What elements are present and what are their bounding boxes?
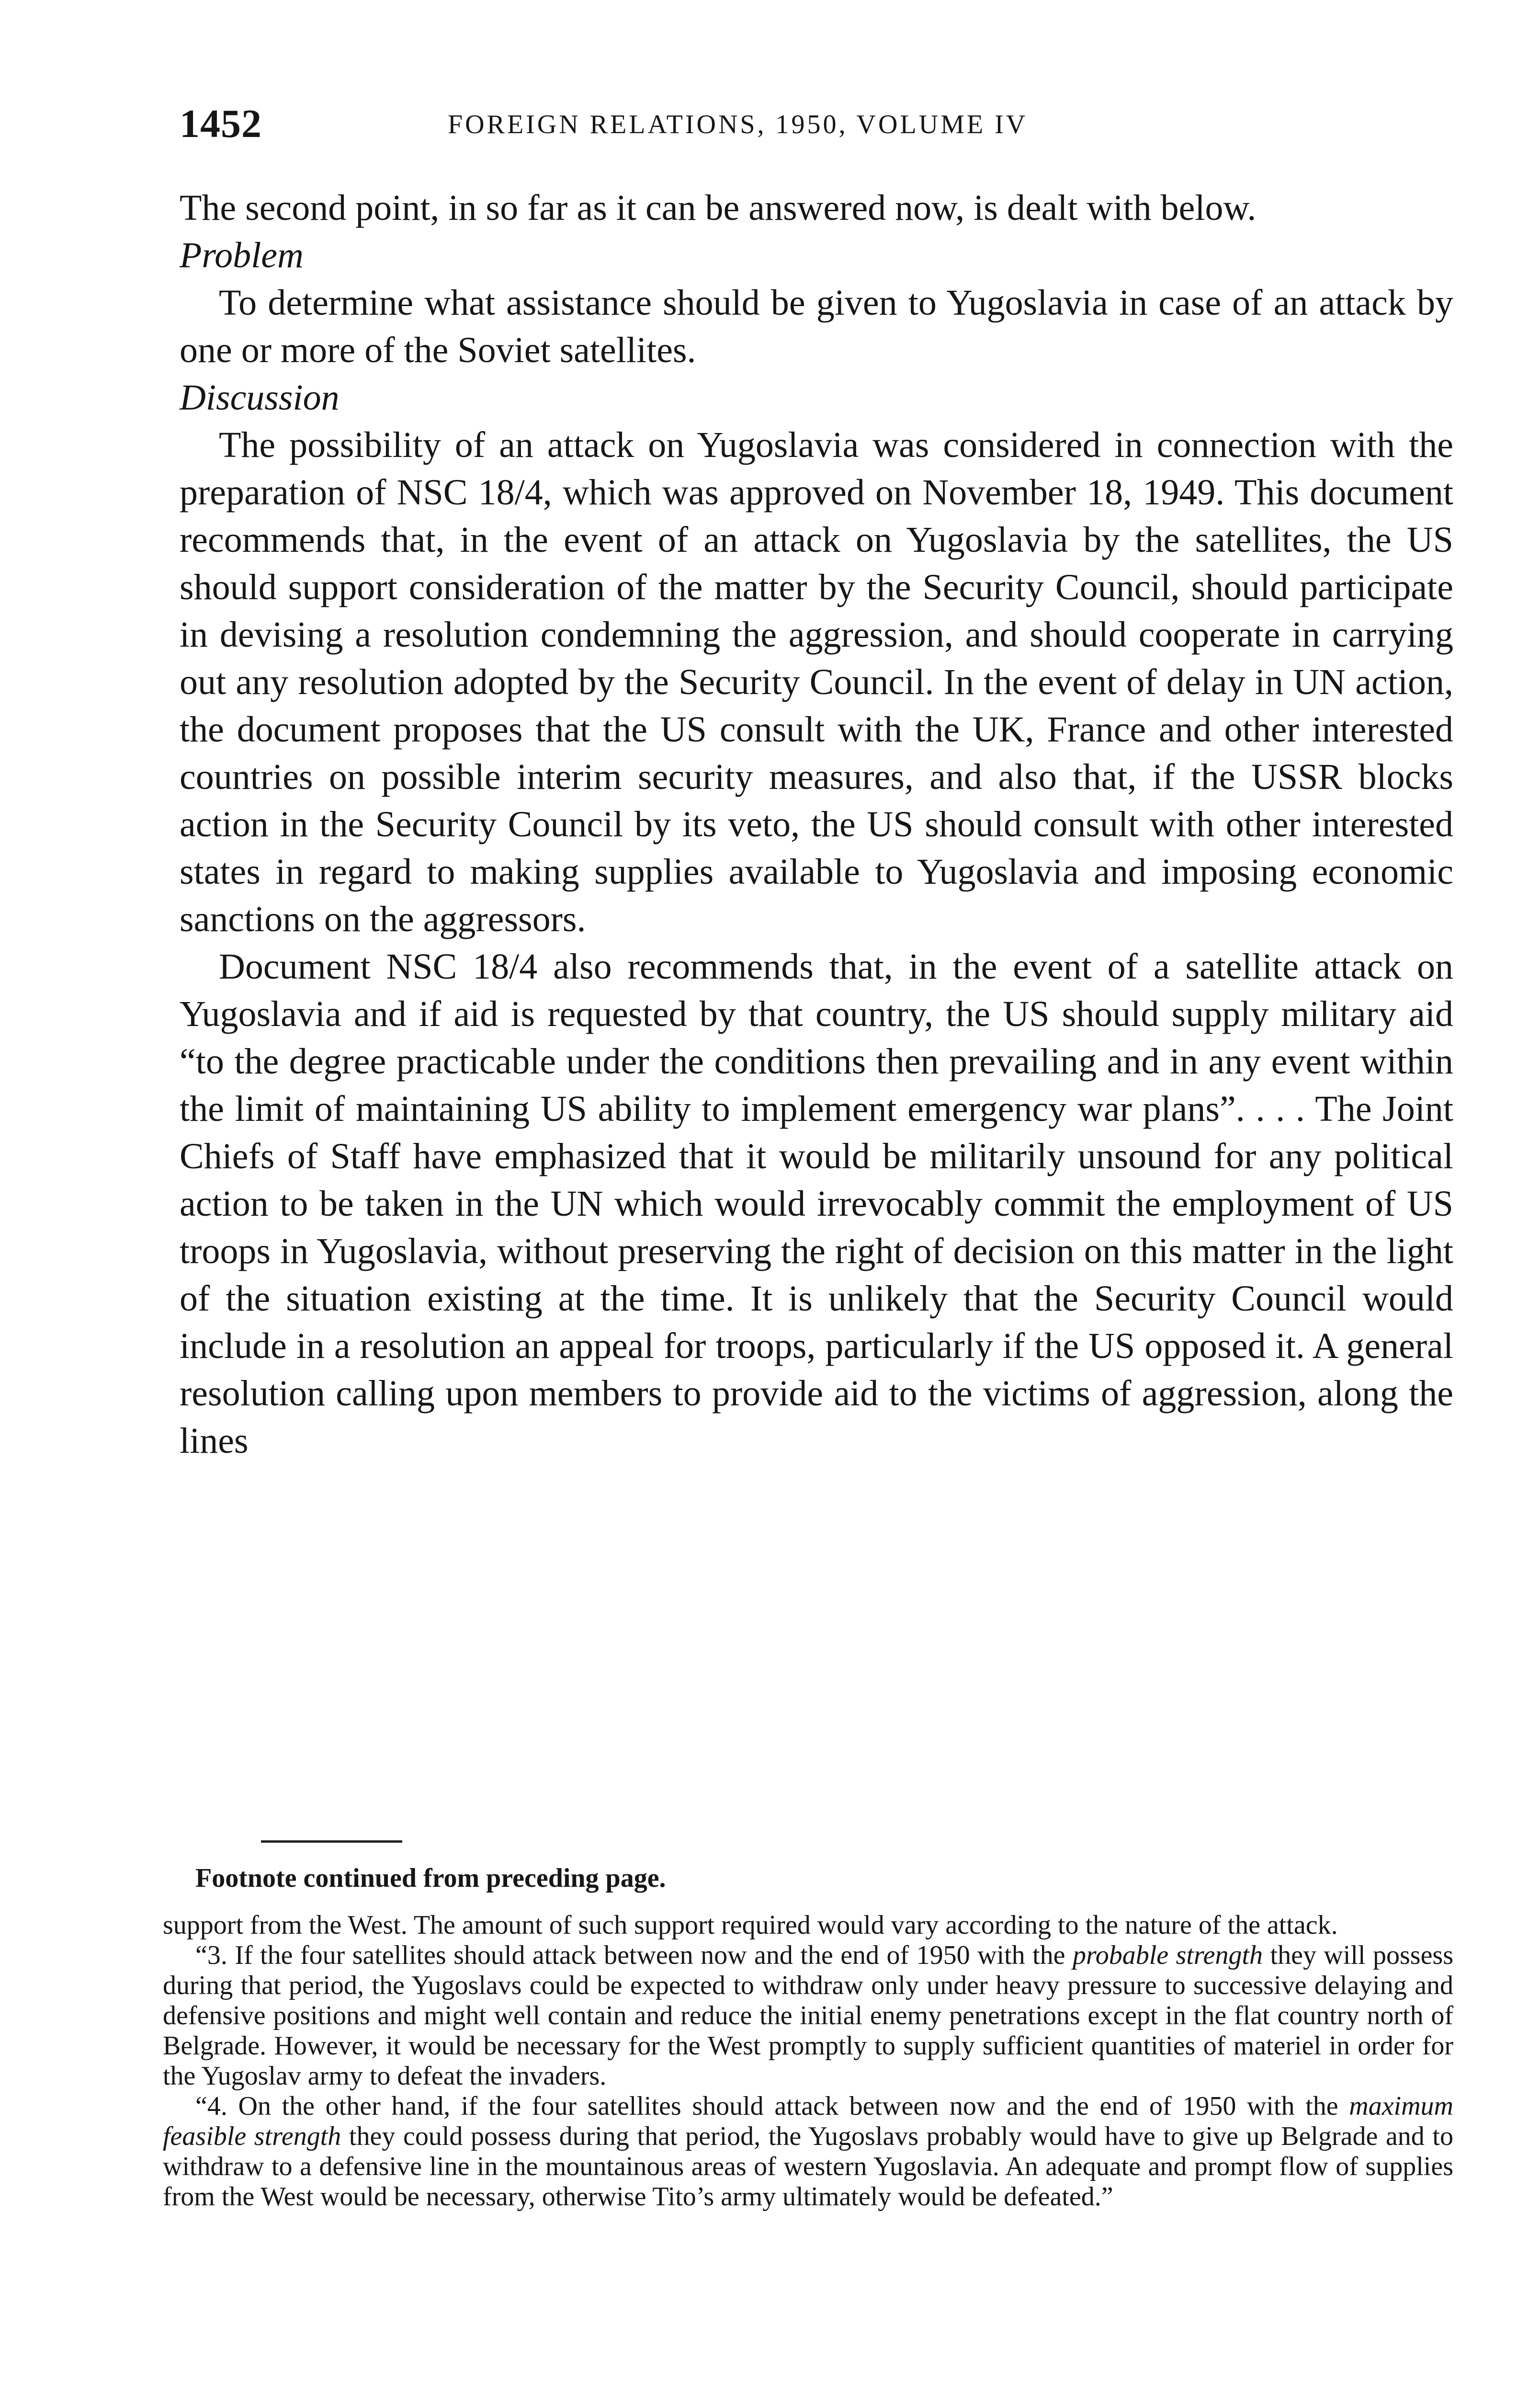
problem-heading: Problem <box>180 235 304 275</box>
discussion-paragraph-2: Document NSC 18/4 also recommends that, in the event of a satellite attack on Yugoslavia and if aid is requested by that country, the US should supply military aid “to the degree practicable under the conditions then prevailing and in any event within the limit of maintaining US ability to implement emergency war plans”. . . . The Joint Chiefs of Staff have emphasized that it would be militarily unsound for any political action to be taken in the UN which would irrevocably commit the employment of US troops in Yugoslavia, without preserving the right of decision on this matter in the light of the situation existing at the time. It is unlikely that the Security Council would include in a resolution an appeal for troops, particularly if the US opposed it. A general resolution calling upon members to provide aid to the victims of aggression, along the lines <box>180 947 1453 1461</box>
footnote-4-text-end: they could possess during that period, the Yugoslavs probably would have to give up Belgrade and to withdraw to a defensive line in the mountainous areas of western Yugoslavia. An adequate and prompt flow of supplies from the West would be necessary, otherwise Tito’s army ultimately would be defeated.” <box>163 2121 1453 2212</box>
footnotes <box>163 1863 1453 2212</box>
footnote-3-emphasis: probable strength <box>1072 1940 1263 1970</box>
intro-paragraph: The second point, in so far as it can be answered now, is dealt with below. <box>180 188 1257 228</box>
footnote-3-text-end: they will possess during that period, the Yugoslavs could be expected to withdraw only under heavy pressure to successive delaying and defensive positions and might well contain and reduce the initial enemy penetrations except in the flat country north of Belgrade. However, it would be necessary for the West promptly to supply sufficient quantities of materiel in order for the Yugoslav army to defeat the invaders. <box>163 1940 1454 2091</box>
problem-paragraph: To determine what assistance should be given to Yugoslavia in case of an attack by one or more of the Soviet satellites. <box>180 283 1453 370</box>
footnote-4-emphasis: maximum feasible strength <box>163 2091 1453 2151</box>
page-number: 1452 <box>180 102 262 146</box>
footnote-paragraph-1: support from the West. The amount of such support required would vary according to the nature of the attack. <box>163 1910 1338 1940</box>
footnote-paragraph-3 <box>163 1940 1453 2091</box>
footnote-divider <box>261 1840 402 1843</box>
running-title: FOREIGN RELATIONS, 1950, VOLUME IV <box>448 110 1028 139</box>
main-text <box>180 184 1453 1465</box>
footnote-paragraph-4 <box>163 2091 1453 2212</box>
footnote-3-text-start: “3. If the four satellites should attack between now and the end of 1950 with the <box>195 1940 1073 1970</box>
footnote-4-text-start: “4. On the other hand, if the four satellites should attack between now and the end of 1950 with the <box>195 2091 1349 2121</box>
discussion-heading: Discussion <box>180 377 340 418</box>
page-header <box>180 101 1453 144</box>
discussion-paragraph-1: The possibility of an attack on Yugoslavia was considered in connection with the preparation of NSC 18/4, which was approved on November 18, 1949. This document recommends that, in the event of an attack on Yugoslavia by the satellites, the US should support consideration of the matter by the Security Council, should participate in devising a resolution condemning the aggression, and should cooperate in carrying out any resolution adopted by the Security Council. In the event of delay in UN action, the document proposes that the US consult with the UK, France and other interested countries on possible interim security measures, and also that, if the USSR blocks action in the Security Council by its veto, the US should consult with other interested states in regard to making supplies available to Yugoslavia and imposing economic sanctions on the aggressors. <box>180 425 1453 939</box>
footnote-continued-label: Footnote continued from preceding page. <box>195 1863 666 1893</box>
